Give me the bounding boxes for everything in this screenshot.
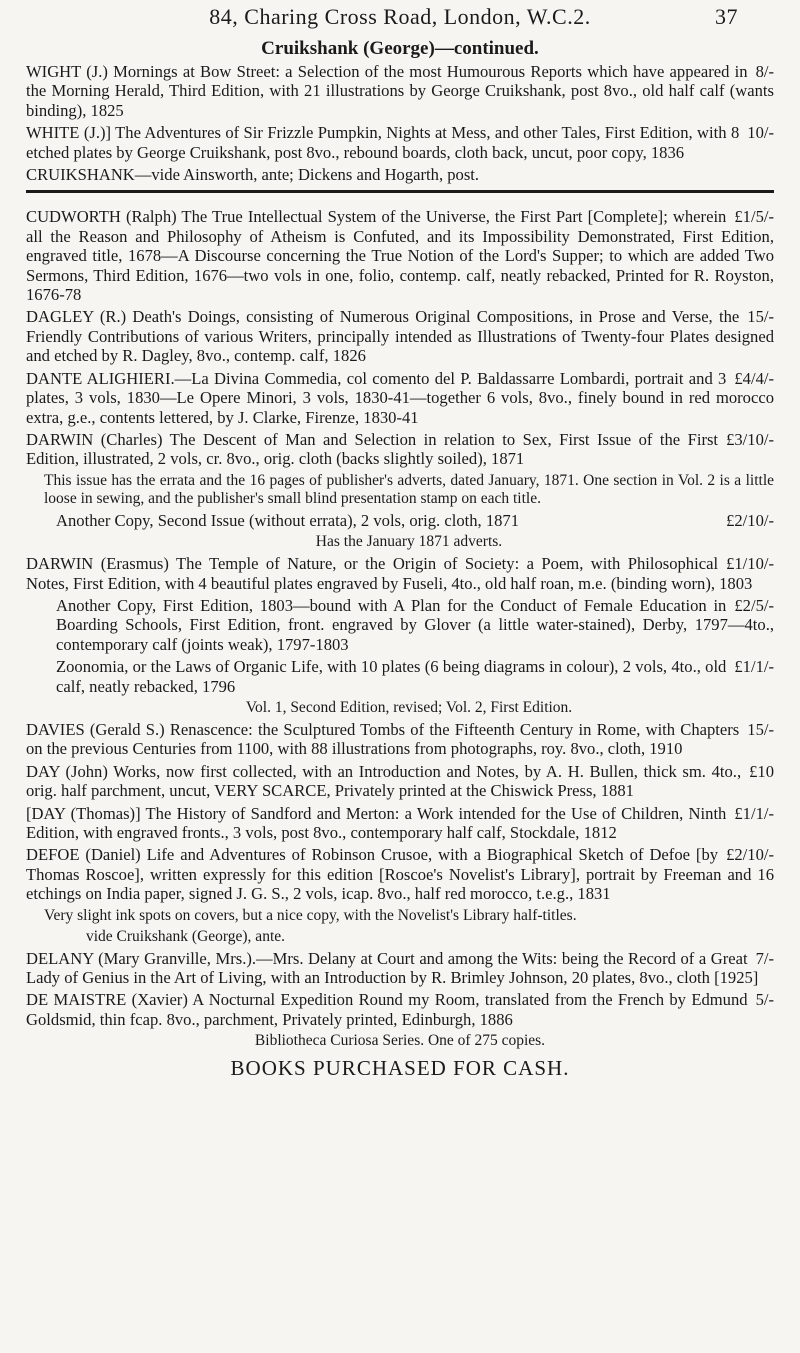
item-price: £4/4/-	[734, 368, 774, 388]
running-head	[26, 4, 774, 44]
item-text: Another Copy, First Edition, 1803—bound with A Plan for the Conduct of Female Education in Boarding Schools, First Edition, front. engraved by Glover (a little water-stained), Derby, 1797—4to., contemporary calf (joints weak), 1797-1803	[56, 595, 774, 654]
item-price: 8/-	[755, 62, 774, 81]
entry-note: Very slight ink spots on covers, but a nice copy, with the Novelist's Library half-titles.	[44, 906, 577, 924]
catalogue-entry	[26, 123, 774, 162]
entry-note: This issue has the errata and the 16 pages of publisher's adverts, dated January, 1871. One section in Vol. 2 is a little loose in sewing, and the publisher's small blind presentation stamp on each title.	[44, 471, 774, 507]
entry-note: Has the January 1871 adverts.	[315, 533, 503, 551]
entry-list-d	[26, 207, 774, 468]
item-text: DAY (John) Works, now first collected, with an Introduction and Notes, by A. H. Bullen, thick sm. 4to., orig. half parchment, uncut, VERY SCARCE, Privately printed at the Chiswick Press, 1881	[26, 761, 742, 801]
item-text: WHITE (J.)] The Adventures of Sir Frizzle Pumpkin, Nights at Mess, and other Tales, First Edition, with 8 etched plates by George Cruikshank, post 8vo., rebound boards, cloth back, uncut, poor copy, 1836	[26, 123, 740, 162]
item-text: DEFOE (Daniel) Life and Adventures of Robinson Crusoe, with a Biographical Sketch of Defoe [by Thomas Roscoe], written expressly for this edition [Roscoe's Novelist's Library], portrait by Freeman and 16 etchings on India paper, signed J. G. S., 2 vols, icap. 8vo., half red morocco, t.e.g., 1831	[26, 845, 774, 904]
entry-list-delany	[26, 949, 774, 1030]
item-text: DANTE ALIGHIERI.—La Divina Commedia, col comento del P. Baldassarre Lombardi, portrait and 3 plates, 3 vols, 1830—Le Opere Minori, 3 vols, 1830-41—together 6 vols, 8vo., finely bound in red morocco extra, g.e., contents lettered, by J. Clarke, Firenze, 1830-41	[26, 368, 774, 427]
item-text: DELANY (Mary Granville, Mrs.).—Mrs. Delany at Court and among the Wits: being the Record of a Great Lady of Genius in the Art of Living, with an Introduction by R. Brimley Johnson, 20 plates, 8vo., cloth [1925]	[26, 948, 759, 988]
item-price: £10	[749, 761, 774, 781]
bookshop-address: 84, Charing Cross Road, London, W.C.2.	[209, 4, 591, 29]
item-text: [DAY (Thomas)] The History of Sandford and Merton: a Work intended for the Use of Children, Ninth Edition, with engraved fronts., 3 vols, post 8vo., contemporary half calf, Stockdale, 1812	[26, 803, 727, 842]
item-text: Zoonomia, or the Laws of Organic Life, with 10 plates (6 being diagrams in colour), 2 vols, 4to., old calf, neatly rebacked, 1796	[56, 657, 727, 696]
item-price: 15/-	[747, 307, 774, 327]
item-price: 7/-	[755, 948, 774, 968]
section-title: Cruikshank (George)—continued.	[261, 38, 539, 59]
section-divider	[26, 190, 774, 193]
footer-slogan: BOOKS PURCHASED FOR CASH.	[230, 1056, 570, 1081]
entry-list-davies	[26, 720, 774, 904]
item-price: 10/-	[747, 123, 774, 143]
entry-note: vide Cruikshank (George), ante.	[86, 927, 286, 945]
series-note: Bibliotheca Curiosa Series. One of 275 copies.	[254, 1032, 546, 1050]
catalogue-entry	[26, 720, 774, 759]
catalogue-entry	[26, 62, 774, 120]
item-text: CUDWORTH (Ralph) The True Intellectual System of the Universe, the First Part [Complete]; wherein all the Reason and Philosophy of Atheism is Confuted, and its Impossibility Demonstrated, First Edition, engraved title, 1678—A Discourse concerning the True Notion of the Lord's Supper; to which are added Two Sermons, Third Edition, 1676—two vols in one, folio, contemp. calf, neatly rebacked, Printed for R. Royston, 1676-78	[26, 207, 774, 305]
item-text: DAVIES (Gerald S.) Renascence: the Sculptured Tombs of the Fifteenth Century in Rome, with Chapters on the previous Centuries from 1100, with 88 illustrations from photographs, roy. 8vo., cloth, 1910	[26, 719, 740, 759]
entry-subitem	[56, 657, 774, 696]
entry-list	[26, 62, 774, 184]
entry-subitem	[56, 511, 774, 530]
entry-list-erasmus	[26, 554, 774, 593]
item-price: 15/-	[747, 719, 774, 739]
item-text: DE MAISTRE (Xavier) A Nocturnal Expedition Round my Room, translated from the French by Edmund Goldsmid, thin fcap. 8vo., parchment, Privately printed, Edinburgh, 1886	[26, 990, 748, 1029]
catalogue-entry	[26, 990, 774, 1029]
item-price: £1/1/-	[734, 657, 774, 677]
catalogue-entry	[26, 165, 774, 184]
item-text: CRUIKSHANK—vide Ainsworth, ante; Dickens and Hogarth, post.	[26, 165, 480, 185]
item-price: £1/10/-	[726, 554, 774, 574]
page-number: 37	[715, 4, 738, 29]
item-price: £2/10/-	[726, 510, 774, 530]
catalogue-entry	[26, 207, 774, 304]
item-price: £1/1/-	[734, 803, 774, 823]
catalogue-entry	[26, 369, 774, 427]
catalogue-entry	[26, 762, 774, 801]
catalogue-entry	[26, 554, 774, 593]
item-text: DARWIN (Erasmus) The Temple of Nature, or the Origin of Society: a Poem, with Philosophical Notes, First Edition, with 4 beautiful plates engraved by Fuseli, 4to., old half roan, m.e. (binding worn), 1803	[26, 554, 753, 593]
item-text: Another Copy, Second Issue (without errata), 2 vols, orig. cloth, 1871	[56, 510, 520, 530]
item-price: £2/10/-	[726, 845, 774, 865]
entry-subitem	[56, 596, 774, 654]
item-text: DAGLEY (R.) Death's Doings, consisting of Numerous Original Compositions, in Prose and Verse, the Friendly Contributions of various Writers, principally intended as Illustrations of Twenty-four Plates designed and etched by R. Dagley, 8vo., contemp. calf, 1826	[26, 307, 774, 366]
item-price: £1/5/-	[734, 207, 774, 227]
catalogue-entry	[26, 845, 774, 903]
catalogue-entry	[26, 430, 774, 469]
item-price: 5/-	[755, 990, 774, 1010]
entry-note: Vol. 1, Second Edition, revised; Vol. 2, First Edition.	[245, 698, 573, 716]
item-price: £2/5/-	[734, 595, 774, 615]
item-text: DARWIN (Charles) The Descent of Man and Selection in relation to Sex, First Issue of the First Edition, illustrated, 2 vols, cr. 8vo., orig. cloth (backs slightly soiled), 1871	[26, 429, 719, 469]
catalogue-entry	[26, 949, 774, 988]
item-price: £3/10/-	[726, 429, 774, 449]
item-text: WIGHT (J.) Mornings at Bow Street: a Selection of the most Humourous Reports which have appeared in the Morning Herald, Third Edition, with 21 illustrations by George Cruikshank, post 8vo., old half calf (wants binding), 1825	[26, 62, 774, 120]
catalogue-entry	[26, 804, 774, 843]
catalogue-entry	[26, 307, 774, 365]
